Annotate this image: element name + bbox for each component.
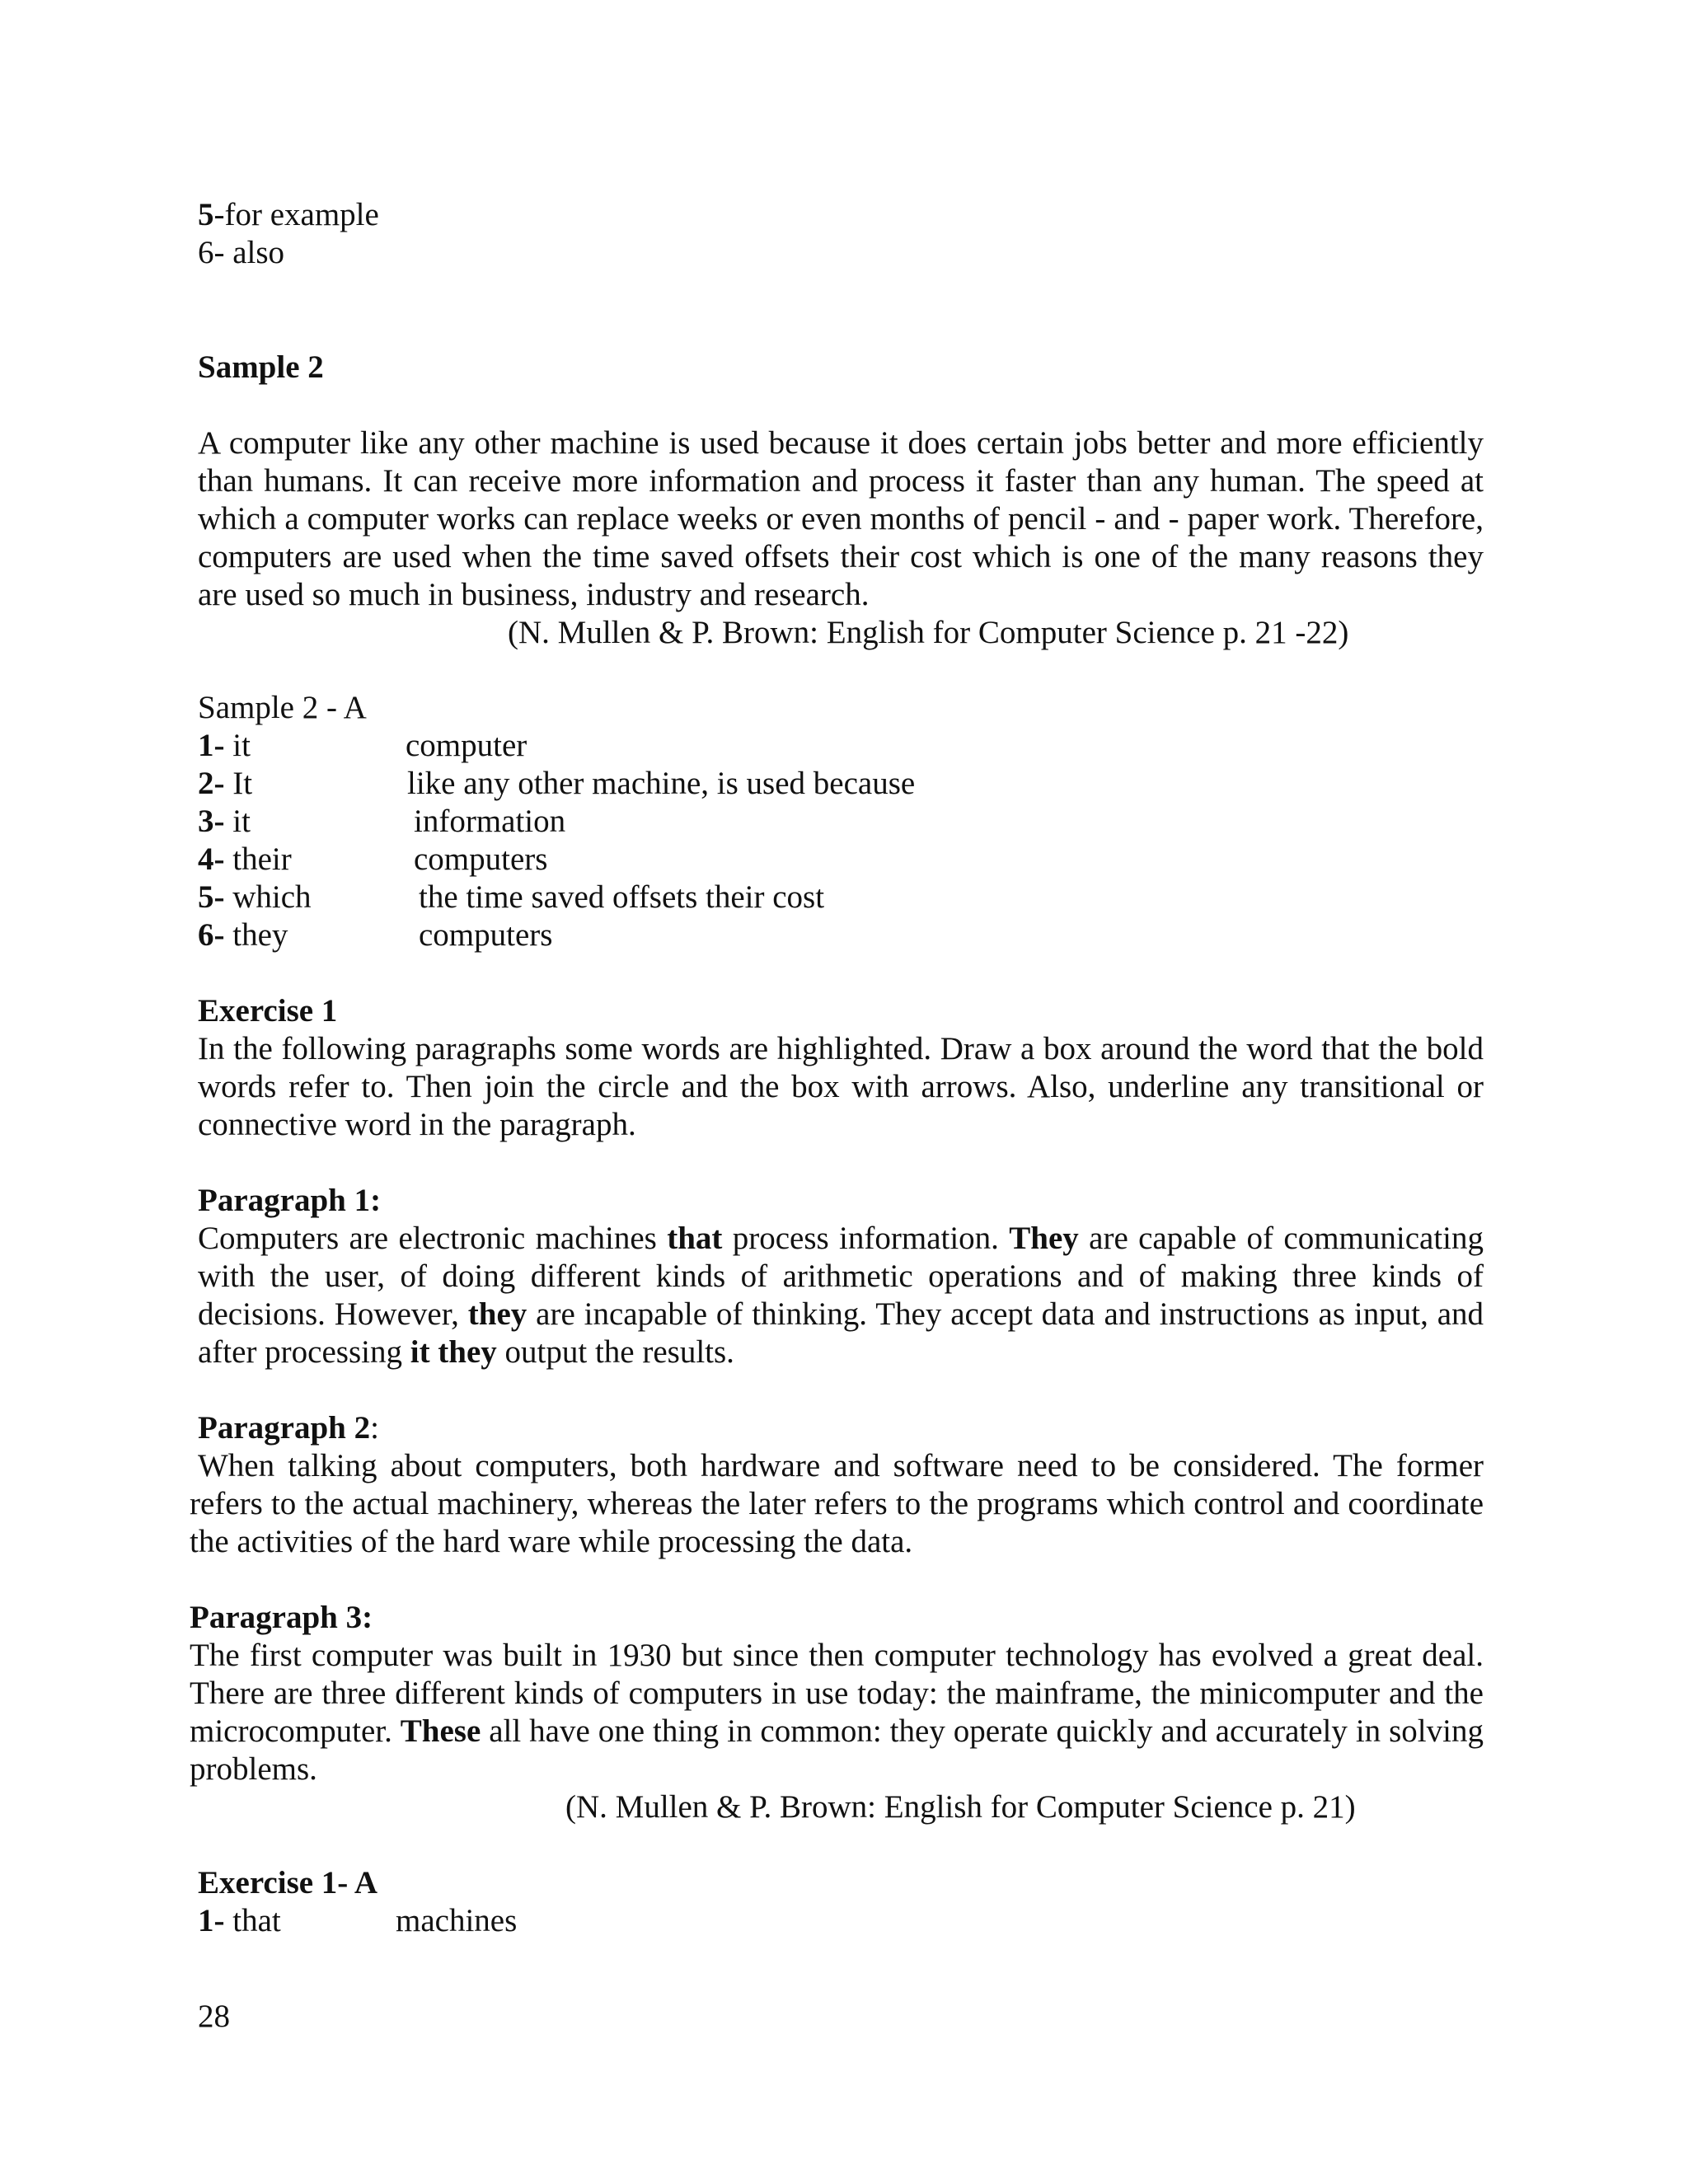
table-row: 1- it [198,728,251,763]
section-heading: Sample 2 - A [198,690,367,725]
referent: machines [396,1903,518,1938]
table-row: 3- it [198,804,251,839]
referent: like any other machine, is used because [407,766,916,801]
section-heading: Paragraph 3: [190,1600,373,1635]
table-row: 5- which [198,879,312,915]
exercise-instructions: In the following paragraphs some words are highlighted. Draw a box around the word that the bold words refer to. Then join the circle and the box with arrows. Also, underline any transitional or connective word in the paragraph. [198,1031,1484,1142]
paragraph-2-text: When talking about computers, both hardware and software need to be considered. The former refers to the actual machinery, whereas the later refers to the programs which control and coordinate the activities of the hard ware while processing the data. [190,1448,1484,1559]
section-heading: Paragraph 2: [198,1410,379,1446]
table-row: 6- they [198,917,288,953]
table-row: 1- that [198,1903,281,1938]
section-heading: Exercise 1- A [198,1865,378,1900]
referent: computers [414,841,548,877]
answer-table [198,1902,857,1940]
list-item: 5-for example [198,197,379,232]
page-number: 28 [198,1999,230,2034]
referent: computer [406,728,528,763]
table-row: 4- their [198,841,292,877]
section-heading: Paragraph 1: [198,1183,382,1218]
top-list [198,196,379,272]
section-heading: Sample 2 [198,349,324,385]
section-heading: Exercise 1 [198,993,338,1029]
referent: the time saved offsets their cost [419,879,825,915]
citation: (N. Mullen & P. Brown: English for Computer Science p. 21) [565,1789,1356,1825]
list-item: 6- also [198,235,285,270]
table-row: 2- It [198,766,253,801]
citation: (N. Mullen & P. Brown: English for Computer Science p. 21 -22) [508,615,1349,650]
sample2-paragraph: A computer like any other machine is used because it does certain jobs better and more efficiently than humans. It can receive more information and process it faster than any human. The speed at which a computer works can replace weeks or even months of pencil - and - paper work. Therefore, computers are used when the time saved offsets their cost which is one of the many reasons they are used so much in business, industry and research. [198,425,1484,612]
paragraph-3-text: The first computer was built in 1930 but since then computer technology has evolved a great deal. There are three different kinds of computers in use today: the mainframe, the minicomputer and the microcomputer. These all have one thing in common: they operate quickly and accurately in solving problems. [190,1638,1484,1787]
referent: information [414,804,566,839]
reference-table [198,727,1022,954]
paragraph-1-text: Computers are electronic machines that process information. They are capable of communicating with the user, of doing different kinds of arithmetic operations and of making three kinds of decisions. However, they are incapable of thinking. They accept data and instructions as input, and after processing it they output the results. [198,1221,1484,1370]
referent: computers [419,917,553,953]
